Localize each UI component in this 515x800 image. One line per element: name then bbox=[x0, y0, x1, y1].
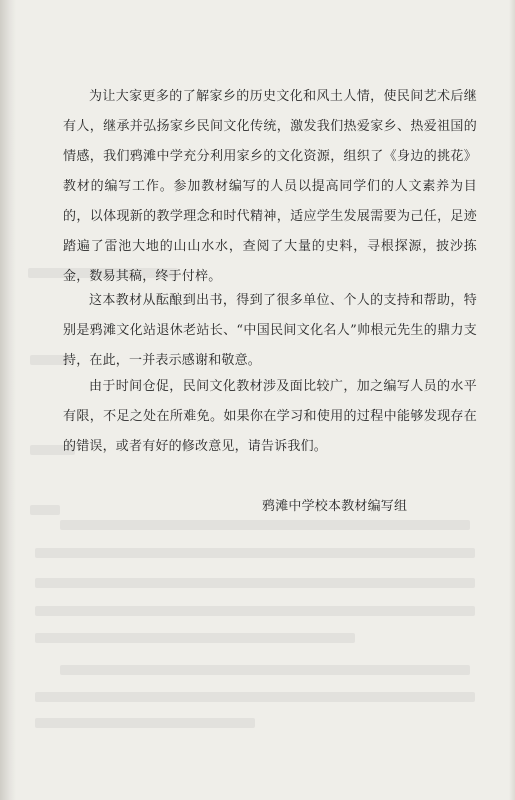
preface-paragraph-2: 这本教材从酝酿到出书，得到了很多单位、个人的支持和帮助，特别是鸦滩文化站退休老站长、“中国民间文化名人”帅根元先生的鼎力支持，在此，一并表示感谢和敬意。 bbox=[63, 293, 477, 368]
preface-paragraph-3: 由于时间仓促，民间文化教材涉及面比较广，加之编写人员的水平有限，不足之处在所难免。如果你在学习和使用的过程中能够发现存在的错误，或者有好的修改意见，请告诉我们。 bbox=[63, 379, 477, 454]
author-signature: 鸦滩中学校本教材编写组 bbox=[262, 499, 408, 514]
page-binding-shadow bbox=[0, 0, 16, 800]
page-edge-shadow bbox=[509, 0, 515, 800]
preface-paragraph-1: 为让大家更多的了解家乡的历史文化和风土人情，使民间艺术后继有人，继承并弘扬家乡民间文化传统，激发我们热爱家乡、热爱祖国的情感，我们鸦滩中学充分利用家乡的文化资源，组织了《身边的挑花》教材的编写工作。参加教材编写的人员以提高同学们的人文素养为目的，以体现新的教学理念和时代精神，适应学生发展需要为己任，足迹踏遍了雷池大地的山山水水，查阅了大量的史料，寻根探源，披沙拣金，数易其稿，终于付梓。 bbox=[63, 89, 477, 284]
